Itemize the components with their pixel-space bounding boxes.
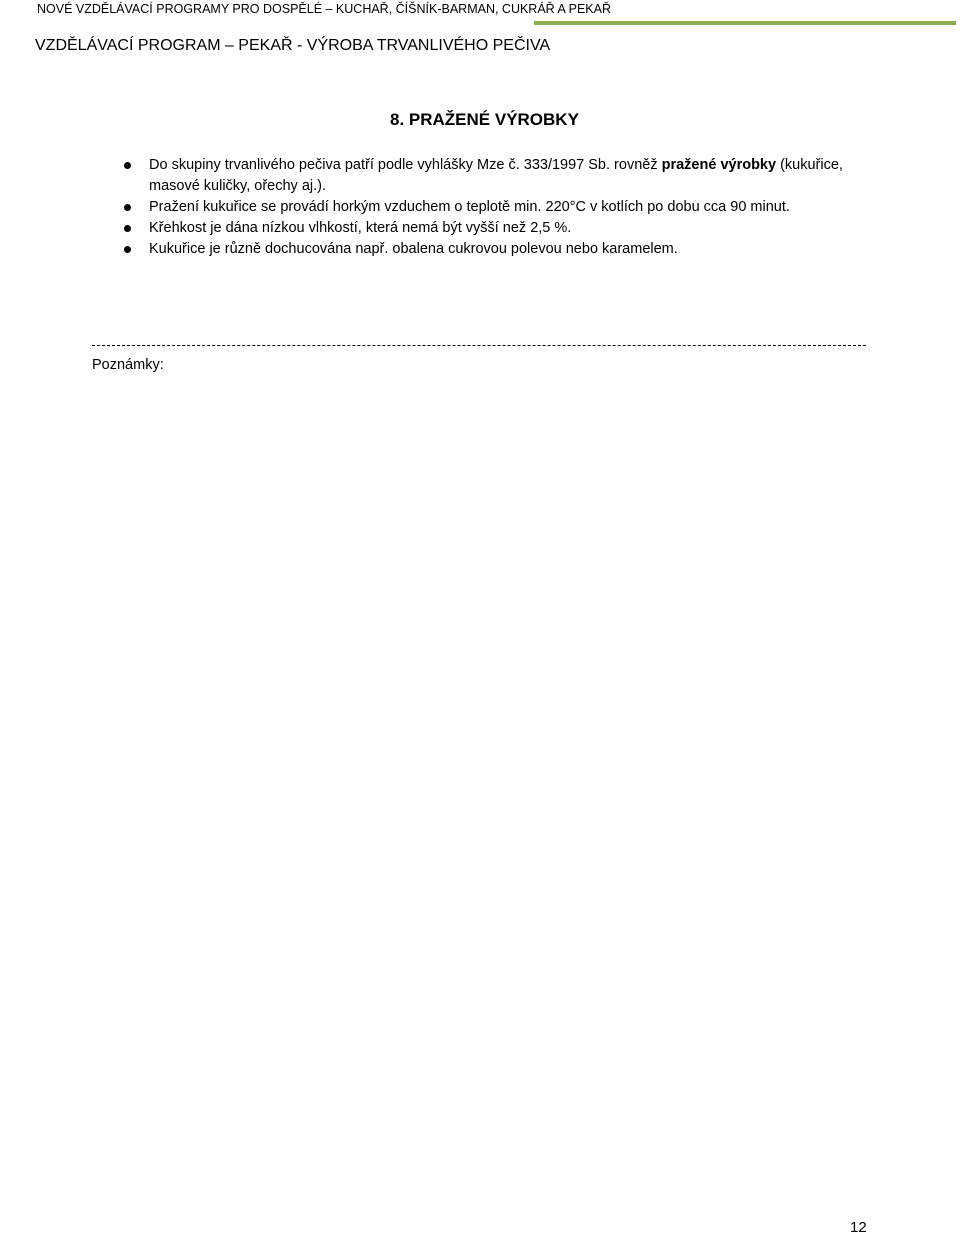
list-item-text: Křehkost je dána nízkou vlhkostí, která nemá být vyšší než 2,5 %. [149, 220, 572, 236]
list-item-emphasis: pražené výrobky [661, 157, 777, 173]
notes-label: Poznámky: [92, 357, 164, 373]
chapter-heading: 8. PRAŽENÉ VÝROBKY [390, 110, 579, 129]
bullet-list [120, 155, 880, 260]
header-rule [534, 21, 956, 25]
list-item-text: (kukuřice, masové kuličky, ořechy aj.). [149, 157, 843, 194]
page-header [0, 0, 960, 24]
list-item [120, 218, 880, 239]
list-item [120, 197, 880, 218]
program-series-title: NOVÉ VZDĚLÁVACÍ PROGRAMY PRO DOSPĚLÉ – KUCHAŘ, ČÍŠNÍK-BARMAN, CUKRÁŘ A PEKAŘ [37, 2, 611, 16]
dashed-separator [92, 345, 866, 346]
list-item-text: Do skupiny trvanlivého pečiva patří podle vyhlášky Mze č. 333/1997 Sb. rovněž [149, 157, 662, 173]
list-item-text: Kukuřice je různě dochucována např. obalena cukrovou polevou nebo karamelem. [149, 241, 678, 257]
program-title: VZDĚLÁVACÍ PROGRAM – PEKAŘ - VÝROBA TRVANLIVÉHO PEČIVA [35, 37, 551, 54]
list-item-text: Pražení kukuřice se provádí horkým vzduchem o teplotě min. 220°C v kotlích po dobu cca 90 minut. [149, 199, 790, 215]
page-number: 12 [850, 1219, 867, 1236]
list-item [120, 239, 880, 260]
list-item [120, 155, 880, 197]
